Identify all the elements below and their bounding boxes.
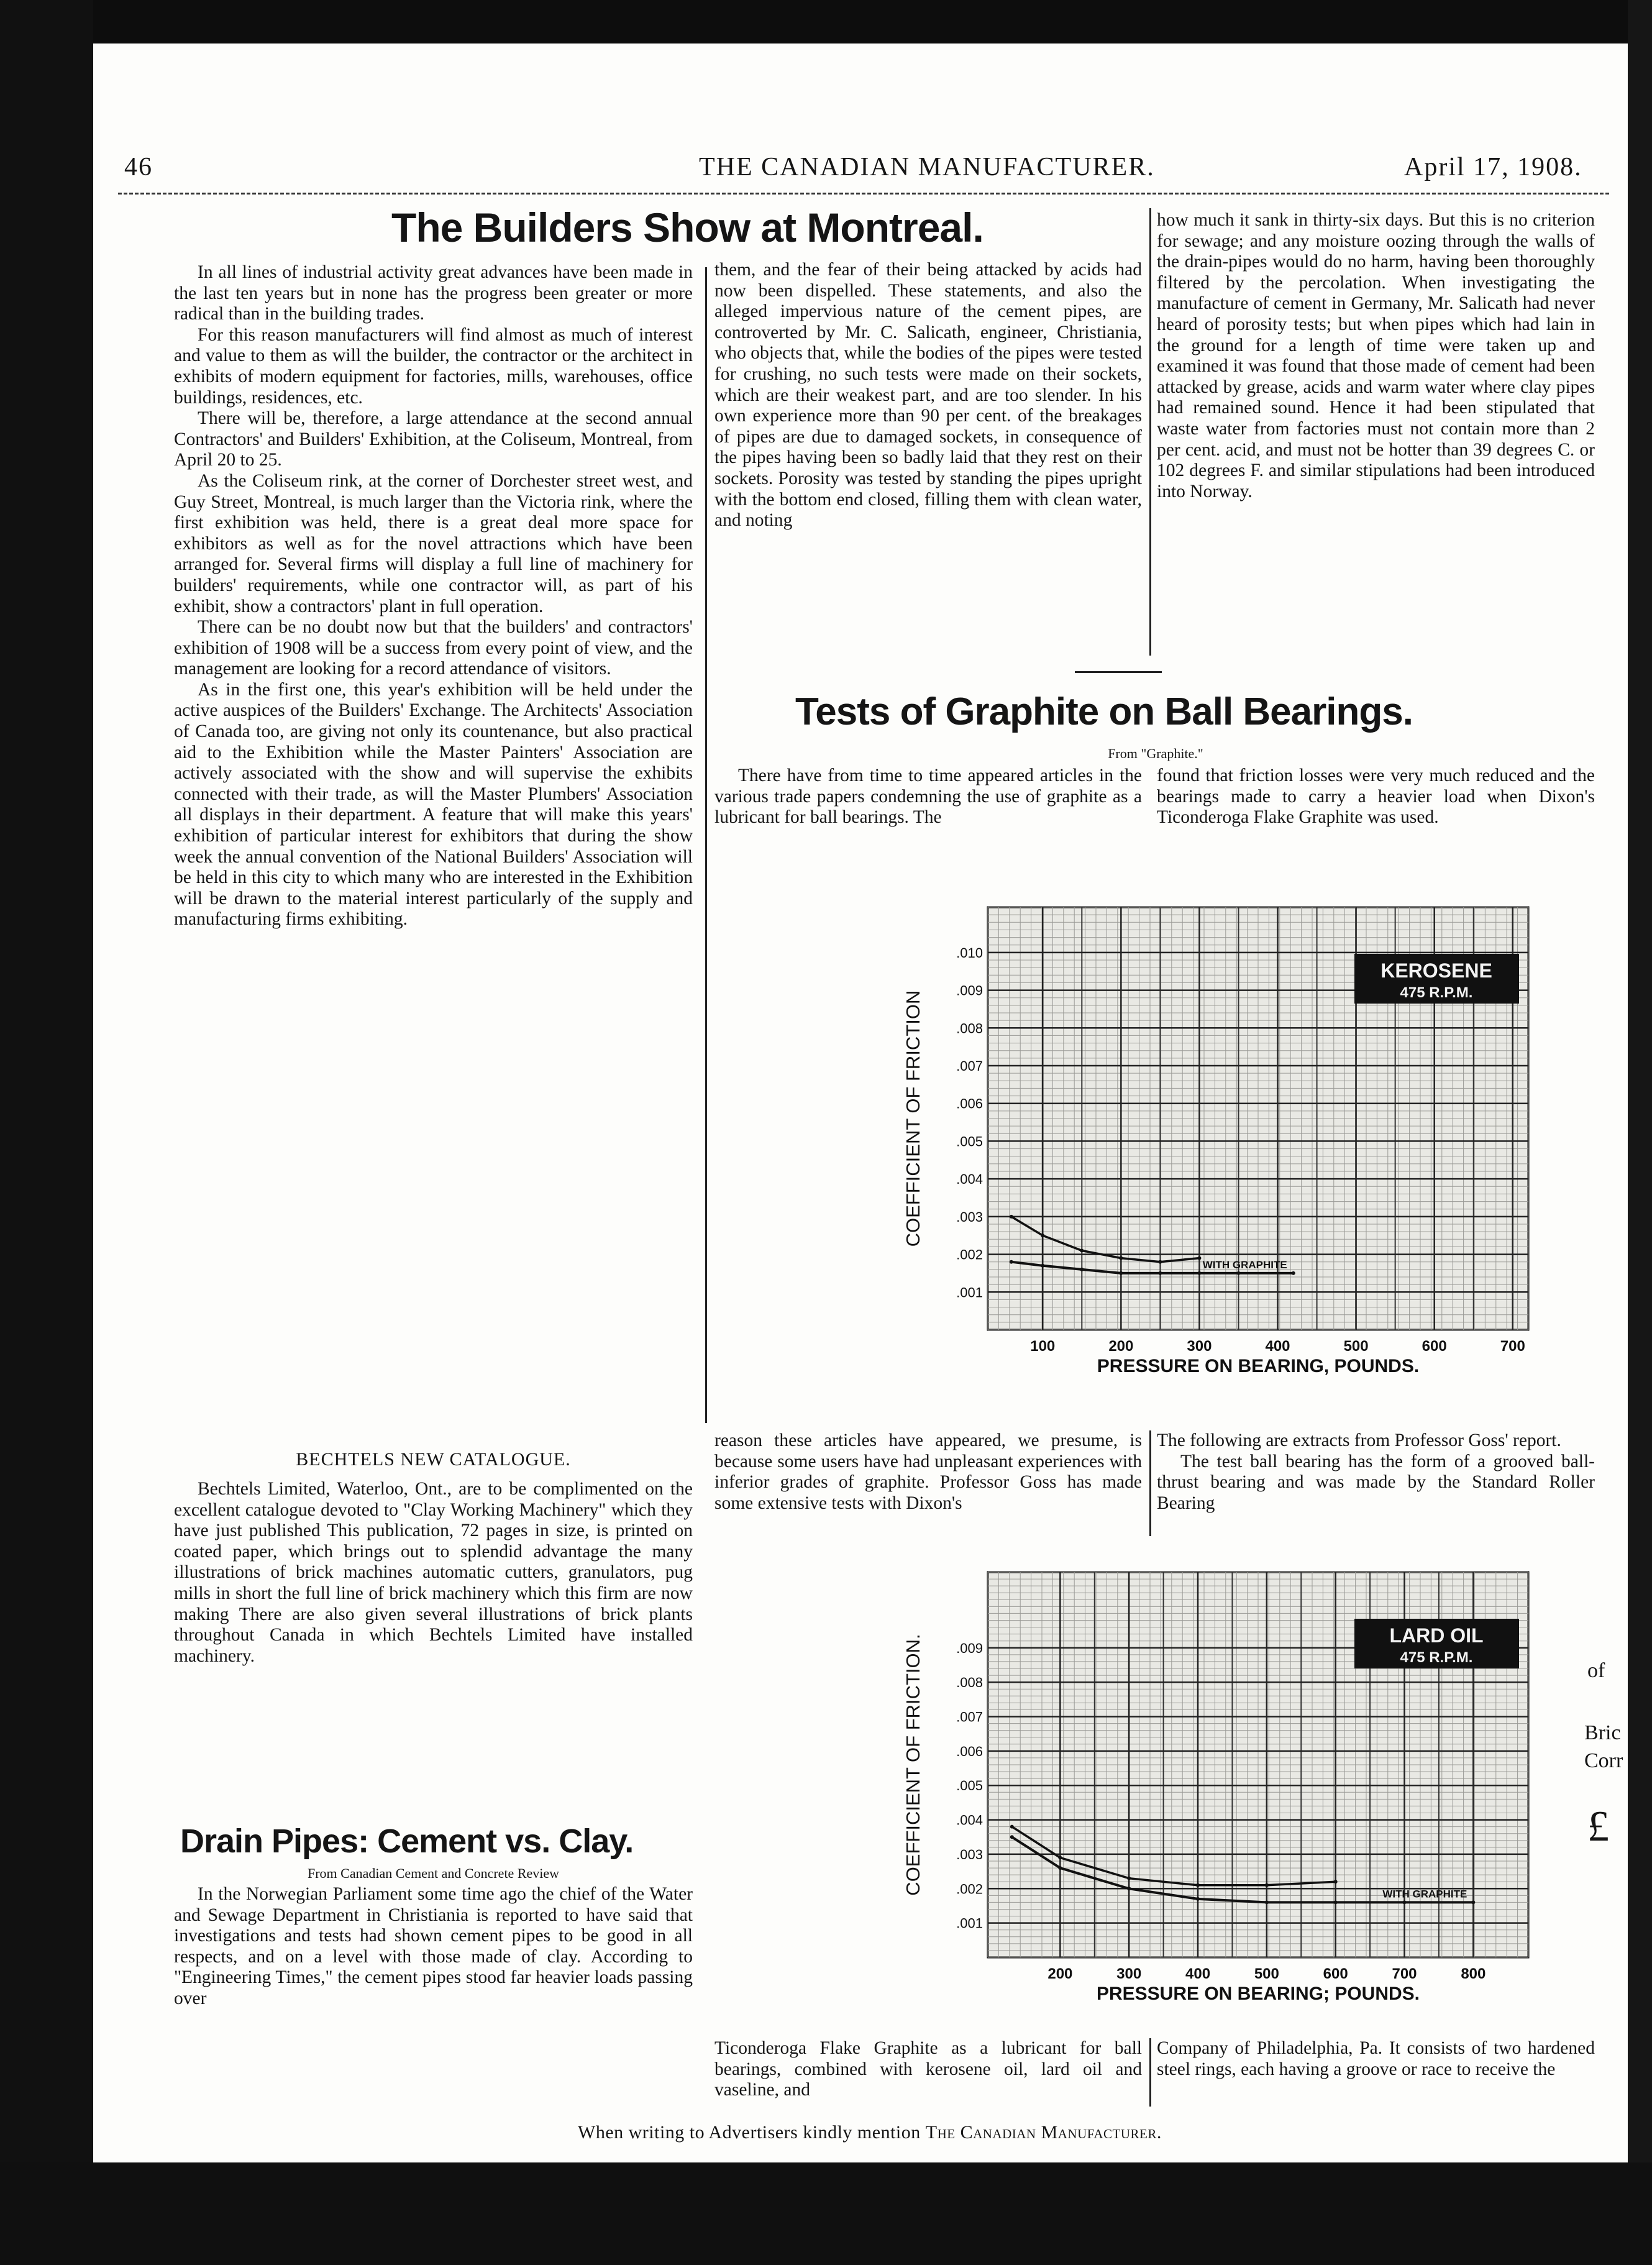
y-tick-label: .005	[956, 1778, 983, 1794]
graphite-mid-col2	[714, 1430, 1142, 1514]
data-point	[1119, 1256, 1123, 1260]
chart-lard-oil	[833, 1560, 1553, 2032]
data-point	[1334, 1900, 1338, 1904]
column-rule-left	[705, 267, 707, 1423]
y-tick-label: .008	[956, 1020, 983, 1036]
graphite-intro-col3	[1157, 766, 1595, 828]
chart-title: LARD OIL	[1389, 1624, 1484, 1647]
data-point	[1471, 1900, 1475, 1904]
chart-title: KEROSENE	[1380, 959, 1492, 982]
graphite-separator	[1075, 671, 1162, 673]
drain-pipes-col1-text: In the Norwegian Parliament some time ago the chief of the Water and Sewage Department in Christiania is reported to have said that investigations and tests had shown cement pipes to be good in all respects, and on a level with those made of clay. According to "Engineering Times," the cement pipes stood far heavier loads passing over	[174, 1884, 693, 2008]
y-tick-label: .007	[956, 1709, 983, 1725]
chart-kerosene-svg	[833, 895, 1553, 1411]
y-tick-label: .009	[956, 1640, 983, 1656]
column-rule-bottom	[1149, 2038, 1151, 2107]
advertiser-footer	[578, 2122, 1162, 2143]
x-tick-label: 300	[1187, 1338, 1212, 1355]
margin-fragment-1: of	[1587, 1659, 1605, 1682]
data-point	[1010, 1215, 1013, 1219]
graphite-mid-col3	[1157, 1430, 1595, 1514]
chart-lard-oil-svg	[833, 1560, 1553, 2032]
graphite-end-col3-text: Company of Philadelphia, Pa. It consists of two hardened steel rings, each having a groove or race to receive the	[1157, 2038, 1595, 2079]
drain-pipes-source: From Canadian Cement and Concrete Review	[307, 1865, 560, 1881]
y-tick-label: .003	[956, 1209, 983, 1225]
drain-pipes-column-1	[174, 1884, 693, 2010]
data-point	[1292, 1271, 1295, 1275]
builders-show-title: The Builders Show at Montreal.	[391, 204, 983, 250]
chart-subtitle: 475 R.P.M.	[1400, 1649, 1473, 1666]
y-tick-label: .001	[956, 1915, 983, 1931]
data-point	[1119, 1271, 1123, 1275]
y-tick-label: .007	[956, 1058, 983, 1074]
y-tick-label: .001	[956, 1284, 983, 1301]
chart-kerosene	[833, 895, 1553, 1411]
data-point	[1197, 1256, 1201, 1260]
y-tick-label: .002	[956, 1247, 983, 1263]
graphite-title: Tests of Graphite on Ball Bearings.	[795, 690, 1413, 733]
x-tick-label: 400	[1185, 1965, 1211, 1982]
data-point	[1197, 1271, 1201, 1275]
footer-journal: The Canadian Manufacturer.	[925, 2122, 1162, 2143]
issue-date: April 17, 1908.	[1404, 153, 1582, 181]
data-point	[1403, 1900, 1407, 1904]
header-rule	[118, 193, 1609, 194]
data-point	[1158, 1260, 1162, 1264]
builders-para-4: As the Coliseum rink, at the corner of Dorchester street west, and Guy Street, Montreal, is much larger than the Victoria rink, where the first exhibition was held, there is a great deal more space for exhibitors as well as for the novel attractions which have been arranged for. Several firms will display a full line of machinery for builders' requirements, while one contractor will, as part of his exhibit, show a contractors' plant in full operation.	[174, 470, 693, 616]
drain-pipes-col2-text: them, and the fear of their being attacked by acids had now been dispelled. These statements, and also the alleged impervious nature of the cement pipes, are controverted by Mr. C. Salicath, engineer, Christiania, who objects that, while the bodies of the pipes were tested for crushing, no such tests were made on their sockets, which are their weakest part, and are too slender. In his own experience more than 90 per cent. of the breakages of pipes are due to damaged sockets, in consequence of the pipes having been so badly laid that they rest on their sockets. Porosity was tested by standing the pipes upright with the bottom end closed, filling them with clean water, and noting	[714, 260, 1142, 531]
graphite-end-col2	[714, 2038, 1142, 2101]
scan-edge-right	[1628, 0, 1652, 2265]
journal-title: THE CANADIAN MANUFACTURER.	[699, 153, 1155, 181]
column-rule-mid	[1149, 1430, 1151, 1536]
chart-subtitle: 475 R.P.M.	[1400, 984, 1473, 1001]
data-point	[1334, 1880, 1338, 1883]
builders-para-3: There will be, therefore, a large attendance at the second annual Contractors' and Builders' Exhibition, at the Coliseum, Montreal, from April 20 to 25.	[174, 408, 693, 470]
margin-fragment-3: Corr	[1584, 1749, 1623, 1772]
newspaper-page	[93, 43, 1628, 2162]
margin-fragment-4: £	[1587, 1803, 1609, 1851]
y-axis-label: COEFFICIENT OF FRICTION	[902, 990, 924, 1247]
data-point	[1127, 1887, 1131, 1890]
y-tick-label: .010	[956, 945, 983, 961]
scan-edge-left	[0, 0, 93, 2265]
y-axis-label: COEFFICIENT OF FRICTION.	[902, 1634, 924, 1896]
x-tick-label: 700	[1392, 1965, 1417, 1982]
graphite-intro-col2-text: There have from time to time appeared articles in the various trade papers condemning the use of graphite as a lubricant for ball bearings. The	[714, 766, 1142, 828]
bechtels-heading: BECHTELS NEW CATALOGUE.	[296, 1449, 571, 1470]
graphite-intro-col2	[714, 766, 1142, 828]
builders-para-5: There can be no doubt now but that the builders' and contractors' exhibition of 1908 will be a success from every point of view, and the management are looking for a record attendance of visitors.	[174, 617, 693, 679]
data-point	[1158, 1271, 1162, 1275]
drain-pipes-column-3	[1157, 210, 1595, 502]
y-tick-label: .009	[956, 982, 983, 999]
x-tick-label: 200	[1047, 1965, 1073, 1982]
curve-annotation: WITH GRAPHITE	[1382, 1888, 1467, 1900]
graphite-end-col2-text: Ticonderoga Flake Graphite as a lubricant for ball bearings, combined with kerosene oil, lard oil and vaseline, and	[714, 2038, 1142, 2100]
x-tick-label: 500	[1254, 1965, 1279, 1982]
data-point	[1080, 1249, 1084, 1253]
bechtels-column	[174, 1479, 693, 1667]
y-tick-label: .002	[956, 1881, 983, 1897]
drain-pipes-col3-text: how much it sank in thirty-six days. But this is no criterion for sewage; and any moisture oozing through the walls of the drain-pipes would do no harm, having been thoroughly filtered by the percolation. When investigating the manufacture of cement in Germany, Mr. Salicath had never heard of porosity tests; but when pipes which had lain in the ground for a length of time were taken up and examined it was found that those made of cement had been attacked by grease, acids and warm water where clay pipes had remained sound. Hence it had been stipulated that waste water from factories must not contain more than 2 per cent. acid, and must not be hotter than 39 degrees C. or 102 degrees F. and similar stipulations had been introduced into Norway.	[1157, 210, 1595, 501]
x-tick-label: 400	[1265, 1338, 1290, 1355]
data-point	[1058, 1866, 1062, 1870]
graphite-end-col3	[1157, 2038, 1595, 2080]
scan-edge-bottom	[0, 2162, 1652, 2265]
scan-edge-top	[0, 0, 1652, 43]
builders-para-6: As in the first one, this year's exhibition will be held under the active auspices of the Builders' Exchange. The Architects' Association of Canada too, are giving not only its countenance, but also practical aid to the Exhibition while the Master Painters' Association are actively associated with the show and will supervise the exhibits connected with their trade, as will the Master Plumbers' Association all displays in their department. A feature that will make this years' exhibition of particular interest for exhibitors that during the show week the annual convention of the National Builders' Association will be held in this city to which many who are interested in the Exhibition will be drawn to the material interest particularly of the supply and manufacturing firms exhibiting.	[174, 679, 693, 930]
y-tick-label: .005	[956, 1133, 983, 1150]
column-rule-right-top	[1149, 208, 1151, 656]
y-tick-label: .008	[956, 1675, 983, 1691]
drain-pipes-column-2	[714, 260, 1142, 531]
data-point	[1236, 1271, 1240, 1275]
data-point	[1127, 1877, 1131, 1880]
data-point	[1041, 1233, 1044, 1237]
graphite-mid-col3-p1: The following are extracts from Professor Goss' report.	[1157, 1430, 1561, 1450]
graphite-intro-col3-text: found that friction losses were very much reduced and the bearings made to carry a heavier load when Dixon's Ticonderoga Flake Graphite was used.	[1157, 766, 1595, 828]
y-tick-label: .004	[956, 1171, 983, 1187]
drain-pipes-title: Drain Pipes: Cement vs. Clay.	[180, 1823, 634, 1860]
y-tick-label: .003	[956, 1846, 983, 1862]
x-axis-label: PRESSURE ON BEARING; POUNDS.	[1096, 1984, 1420, 2004]
curve-annotation: WITH GRAPHITE	[1202, 1258, 1287, 1271]
x-tick-label: 800	[1461, 1965, 1486, 1982]
data-point	[1196, 1883, 1200, 1887]
data-point	[1010, 1260, 1013, 1264]
footer-prefix: When writing to Advertisers kindly mention	[578, 2122, 921, 2143]
builders-show-column-1	[174, 262, 693, 930]
x-axis-label: PRESSURE ON BEARING, POUNDS.	[1097, 1356, 1420, 1376]
builders-para-1: In all lines of industrial activity great advances have been made in the last ten years but in none has the progress been greater or more radical than in the building trades.	[174, 262, 693, 324]
margin-fragment-2: Bric	[1584, 1721, 1621, 1744]
data-point	[1265, 1900, 1269, 1904]
data-point	[1058, 1855, 1062, 1859]
x-tick-label: 500	[1343, 1338, 1369, 1355]
graphite-source: From "Graphite."	[1108, 746, 1203, 761]
data-point	[1010, 1825, 1014, 1829]
data-point	[1196, 1897, 1200, 1901]
graphite-mid-col3-p2: The test ball bearing has the form of a grooved ball-thrust bearing and was made by the Standard Roller Bearing	[1157, 1451, 1595, 1513]
bechtels-body: Bechtels Limited, Waterloo, Ont., are to be complimented on the excellent catalogue devoted to "Clay Working Machinery" which they have just published This publication, 72 pages in size, is printed on coated paper, which brings out to splendid advantage the many illustrations of brick machines automatic cutters, granulators, pug mills in short the full line of brick machinery which this firm are now making There are also given several illustrations of brick plants throughout Canada in which Bechtels Limited have installed machinery.	[174, 1479, 693, 1666]
y-tick-label: .004	[956, 1812, 983, 1828]
page-number: 46	[124, 153, 153, 181]
data-point	[1010, 1835, 1014, 1839]
y-tick-label: .006	[956, 1743, 983, 1759]
x-tick-label: 600	[1422, 1338, 1447, 1355]
x-tick-label: 200	[1108, 1338, 1134, 1355]
data-point	[1080, 1268, 1084, 1271]
x-tick-label: 100	[1030, 1338, 1056, 1355]
data-point	[1265, 1883, 1269, 1887]
x-tick-label: 300	[1116, 1965, 1142, 1982]
x-tick-label: 600	[1323, 1965, 1348, 1982]
x-tick-label: 700	[1500, 1338, 1525, 1355]
data-point	[1041, 1264, 1044, 1268]
graphite-mid-col2-text: reason these articles have appeared, we presume, is because some users have had unpleasant experiences with inferior grades of graphite. Professor Goss has made some extensive tests with Dixon's	[714, 1430, 1142, 1513]
builders-para-2: For this reason manufacturers will find almost as much of interest and value to them as will the builder, the contractor or the architect in exhibits of modern equipment for factories, mills, warehouses, office buildings, residences, etc.	[174, 324, 693, 408]
y-tick-label: .006	[956, 1096, 983, 1112]
